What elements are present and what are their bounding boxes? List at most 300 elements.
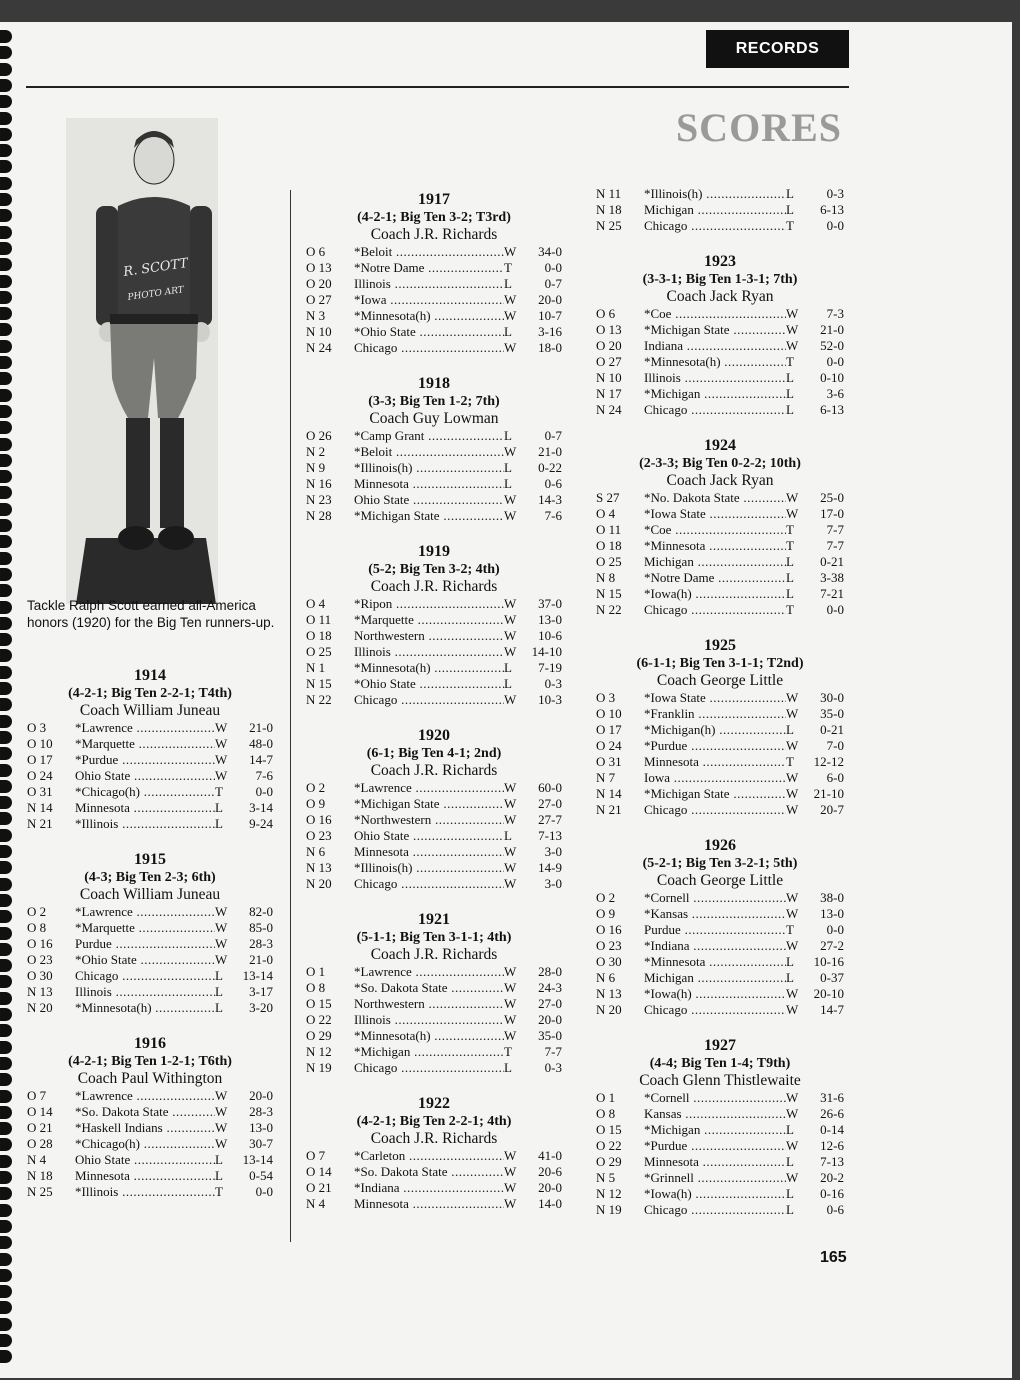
- game-row: [27, 952, 273, 968]
- game-score: 14-9: [538, 860, 562, 875]
- game-score: 27-0: [538, 796, 562, 811]
- season-year: 1920: [418, 727, 450, 744]
- game-date: O 29: [306, 1028, 332, 1043]
- game-opponent: *Illinois .....: [75, 1184, 215, 1200]
- game-date: O 8: [306, 980, 326, 995]
- game-score: 7-7: [826, 538, 844, 553]
- game-row: [306, 260, 562, 276]
- game-result: L: [786, 1122, 794, 1137]
- game-row: [306, 492, 562, 508]
- game-row: [306, 460, 562, 476]
- game-row: [596, 738, 844, 754]
- game-score: 0-37: [820, 970, 844, 985]
- game-date: O 23: [27, 952, 53, 967]
- binder-ring: [0, 633, 12, 646]
- game-score: 0-21: [820, 722, 844, 737]
- binder-ring: [0, 715, 12, 728]
- game-score: 14-0: [538, 1196, 562, 1211]
- game-date: O 8: [596, 1106, 616, 1121]
- game-date: O 13: [306, 260, 332, 275]
- game-score: 28-3: [249, 1104, 273, 1119]
- game-opponent: *Lawrence .....: [75, 904, 215, 920]
- game-opponent: *Ohio State .....: [354, 324, 504, 340]
- game-opponent: *Michigan .....: [644, 386, 786, 402]
- game-opponent: *Illinois(h) .....: [354, 860, 504, 876]
- game-result: W: [786, 322, 799, 337]
- binder-ring: [0, 1253, 12, 1266]
- game-result: L: [504, 460, 512, 475]
- game-row: [596, 770, 844, 786]
- game-row: [596, 538, 844, 554]
- game-opponent: Chicago .....: [644, 1202, 786, 1218]
- game-row: [596, 402, 844, 418]
- binder-ring: [0, 30, 12, 43]
- game-date: O 30: [596, 954, 622, 969]
- game-score: 20-7: [820, 802, 844, 817]
- binder-ring: [0, 552, 12, 565]
- game-score: 38-0: [820, 890, 844, 905]
- binder-ring: [0, 340, 12, 353]
- game-opponent: Michigan .....: [644, 970, 786, 986]
- season-record: (4-3; Big Ten 2-3; 6th): [84, 870, 216, 885]
- game-score: 35-0: [820, 706, 844, 721]
- season-coach: Coach J.R. Richards: [370, 578, 498, 595]
- game-row: [306, 324, 562, 340]
- game-date: N 5: [596, 1170, 616, 1185]
- game-row: [27, 720, 273, 736]
- game-row: [306, 780, 562, 796]
- game-row: [306, 292, 562, 308]
- game-opponent: Northwestern .....: [354, 628, 504, 644]
- game-opponent: Illinois .....: [354, 1012, 504, 1028]
- game-result: W: [504, 964, 517, 979]
- game-date: N 24: [306, 340, 332, 355]
- game-score: 13-0: [249, 1120, 273, 1135]
- season-coach: Coach William Juneau: [79, 702, 221, 719]
- binder-ring: [0, 1171, 12, 1184]
- game-opponent: Chicago .....: [644, 218, 786, 234]
- game-row: [596, 586, 844, 602]
- season-block: [306, 910, 562, 1076]
- game-score: 26-6: [820, 1106, 844, 1121]
- season-block: [27, 850, 273, 1016]
- game-date: N 20: [306, 876, 332, 891]
- season-block: [596, 436, 844, 618]
- binder-ring: [0, 959, 12, 972]
- game-date: N 20: [27, 1000, 53, 1015]
- game-date: N 1: [306, 660, 326, 675]
- game-date: O 26: [306, 428, 332, 443]
- game-result: L: [786, 554, 794, 569]
- game-opponent: *Ohio State .....: [75, 952, 215, 968]
- game-opponent: *Iowa(h) .....: [644, 1186, 786, 1202]
- game-date: O 17: [596, 722, 622, 737]
- game-score: 0-7: [544, 276, 562, 291]
- binder-ring: [0, 780, 12, 793]
- game-opponent: *Illinois(h) .....: [644, 186, 786, 202]
- game-score: 0-0: [826, 354, 844, 369]
- game-result: W: [215, 752, 228, 767]
- game-result: W: [504, 812, 517, 827]
- game-opponent: *Minnesota .....: [644, 538, 786, 554]
- game-opponent: *Iowa State .....: [644, 506, 786, 522]
- binder-ring: [0, 258, 12, 271]
- season-year: 1926: [704, 837, 736, 854]
- binder-ring: [0, 796, 12, 809]
- game-date: N 12: [596, 1186, 622, 1201]
- game-result: W: [504, 244, 517, 259]
- game-opponent: Chicago .....: [75, 968, 215, 984]
- game-result: L: [786, 954, 794, 969]
- binder-ring: [0, 698, 12, 711]
- game-row: [596, 1122, 844, 1138]
- game-result: L: [786, 570, 794, 585]
- game-score: 12-6: [820, 1138, 844, 1153]
- game-date: N 24: [596, 402, 622, 417]
- game-row: [596, 986, 844, 1002]
- binder-ring: [0, 812, 12, 825]
- binder-ring: [0, 1269, 12, 1282]
- game-score: 0-0: [826, 218, 844, 233]
- game-result: W: [504, 508, 517, 523]
- game-result: W: [504, 780, 517, 795]
- game-score: 21-0: [538, 444, 562, 459]
- game-row: [596, 1170, 844, 1186]
- game-date: O 23: [306, 828, 332, 843]
- game-result: W: [504, 796, 517, 811]
- game-score: 9-24: [249, 816, 273, 831]
- season-record: (6-1; Big Ten 4-1; 2nd): [366, 746, 502, 761]
- game-opponent: Minnesota .....: [354, 844, 504, 860]
- game-result: W: [504, 844, 517, 859]
- binder-ring: [0, 1236, 12, 1249]
- binder-ring: [0, 927, 12, 940]
- game-opponent: *Ohio State .....: [354, 676, 504, 692]
- game-date: O 16: [27, 936, 53, 951]
- game-row: [306, 644, 562, 660]
- season-coach: Coach Jack Ryan: [666, 472, 774, 489]
- game-date: O 7: [306, 1148, 326, 1163]
- game-date: O 1: [306, 964, 326, 979]
- season-block: [596, 186, 844, 234]
- game-date: N 28: [306, 508, 332, 523]
- spiral-binding: [0, 22, 14, 1378]
- player-photo: [66, 118, 218, 604]
- game-result: W: [504, 1148, 517, 1163]
- game-opponent: *Illinois .....: [75, 816, 215, 832]
- game-date: N 14: [27, 800, 53, 815]
- game-score: 48-0: [249, 736, 273, 751]
- binder-ring: [0, 1090, 12, 1103]
- binder-ring: [0, 649, 12, 662]
- game-score: 0-3: [544, 676, 562, 691]
- game-result: T: [786, 602, 794, 617]
- game-result: W: [215, 1104, 228, 1119]
- game-result: L: [504, 1060, 512, 1075]
- game-opponent: *Purdue .....: [644, 738, 786, 754]
- game-row: [596, 1002, 844, 1018]
- game-opponent: Northwestern .....: [354, 996, 504, 1012]
- scores-column-2: [306, 190, 562, 1230]
- game-score: 0-0: [255, 1184, 273, 1199]
- game-opponent: Ohio State .....: [75, 1152, 215, 1168]
- game-result: W: [786, 1090, 799, 1105]
- game-opponent: Kansas .....: [644, 1106, 786, 1122]
- game-score: 3-38: [820, 570, 844, 585]
- game-date: O 13: [596, 322, 622, 337]
- game-row: [596, 218, 844, 234]
- game-row: [596, 1138, 844, 1154]
- game-opponent: Minnesota .....: [75, 1168, 215, 1184]
- season-coach: Coach J.R. Richards: [370, 946, 498, 963]
- game-result: W: [504, 628, 517, 643]
- season-record: (4-2-1; Big Ten 2-2-1; T4th): [68, 686, 232, 701]
- game-date: O 25: [306, 644, 332, 659]
- page-number: 165: [820, 1249, 847, 1266]
- game-opponent: Illinois .....: [75, 984, 215, 1000]
- binder-ring: [0, 405, 12, 418]
- game-opponent: Indiana .....: [644, 338, 786, 354]
- binder-ring: [0, 1301, 12, 1314]
- game-result: T: [215, 784, 223, 799]
- game-opponent: Chicago .....: [644, 602, 786, 618]
- binder-ring: [0, 193, 12, 206]
- game-row: [27, 736, 273, 752]
- season-block: [306, 190, 562, 356]
- game-opponent: Illinois .....: [644, 370, 786, 386]
- game-score: 21-0: [249, 952, 273, 967]
- game-result: W: [786, 786, 799, 801]
- game-opponent: *Michigan .....: [354, 1044, 504, 1060]
- scores-column-3: [596, 186, 844, 1236]
- game-result: L: [215, 800, 223, 815]
- game-opponent: *Beloit .....: [354, 244, 504, 260]
- game-score: 10-3: [538, 692, 562, 707]
- game-date: O 29: [596, 1154, 622, 1169]
- season-coach: Coach George Little: [656, 872, 784, 889]
- season-year: 1923: [704, 253, 736, 270]
- game-date: O 24: [596, 738, 622, 753]
- season-year: 1916: [134, 1035, 166, 1052]
- game-row: [596, 1106, 844, 1122]
- game-row: [306, 1012, 562, 1028]
- game-result: L: [504, 324, 512, 339]
- game-score: 17-0: [820, 506, 844, 521]
- season-coach: Coach Guy Lowman: [369, 410, 499, 427]
- game-score: 0-7: [544, 428, 562, 443]
- game-opponent: *Cornell .....: [644, 890, 786, 906]
- game-score: 25-0: [820, 490, 844, 505]
- game-score: 14-3: [538, 492, 562, 507]
- season-year: 1921: [418, 911, 450, 928]
- game-date: N 19: [596, 1202, 622, 1217]
- binder-ring: [0, 372, 12, 385]
- game-opponent: *Minnesota(h) .....: [354, 660, 504, 676]
- game-date: O 9: [306, 796, 326, 811]
- game-score: 27-7: [538, 812, 562, 827]
- game-row: [306, 276, 562, 292]
- game-opponent: *Cornell .....: [644, 1090, 786, 1106]
- game-date: O 22: [596, 1138, 622, 1153]
- game-result: L: [504, 276, 512, 291]
- game-result: T: [215, 1184, 223, 1199]
- game-opponent: *Lawrence .....: [354, 780, 504, 796]
- season-year: 1918: [418, 375, 450, 392]
- game-row: [306, 844, 562, 860]
- player-figure: [66, 118, 218, 604]
- jersey-text: R. SCOTT: [122, 256, 190, 280]
- season-record: (3-3; Big Ten 1-2; 7th): [368, 394, 500, 409]
- game-result: W: [504, 876, 517, 891]
- season-coach: Coach J.R. Richards: [370, 762, 498, 779]
- game-result: L: [504, 660, 512, 675]
- game-row: [306, 1028, 562, 1044]
- game-opponent: *Franklin .....: [644, 706, 786, 722]
- game-row: [596, 202, 844, 218]
- game-score: 13-14: [242, 1152, 273, 1167]
- game-row: [596, 1154, 844, 1170]
- game-row: [27, 968, 273, 984]
- season-year: 1917: [418, 191, 450, 208]
- game-opponent: *Northwestern .....: [354, 812, 504, 828]
- binder-ring: [0, 291, 12, 304]
- header-rule: [26, 86, 849, 88]
- game-date: N 4: [306, 1196, 326, 1211]
- binder-ring: [0, 1057, 12, 1070]
- game-opponent: Chicago .....: [354, 876, 504, 892]
- season-block: [596, 636, 844, 818]
- game-result: W: [786, 986, 799, 1001]
- game-date: O 15: [596, 1122, 622, 1137]
- game-date: O 25: [596, 554, 622, 569]
- game-date: O 22: [306, 1012, 332, 1027]
- game-opponent: *Iowa(h) .....: [644, 986, 786, 1002]
- game-date: O 4: [306, 596, 326, 611]
- game-result: W: [786, 690, 799, 705]
- binder-ring: [0, 438, 12, 451]
- game-row: [306, 596, 562, 612]
- page-title: SCORES: [675, 105, 842, 150]
- game-opponent: Chicago .....: [644, 402, 786, 418]
- game-row: [27, 1088, 273, 1104]
- season-record: (4-2-1; Big Ten 3-2; T3rd): [357, 210, 511, 225]
- game-date: N 21: [596, 802, 622, 817]
- game-date: N 9: [306, 460, 326, 475]
- season-year: 1915: [134, 851, 166, 868]
- game-score: 7-6: [255, 768, 273, 783]
- game-score: 3-0: [544, 876, 562, 891]
- game-score: 3-17: [249, 984, 273, 999]
- game-date: O 2: [596, 890, 616, 905]
- binder-ring: [0, 1318, 12, 1331]
- game-opponent: Illinois .....: [354, 276, 504, 292]
- game-opponent: *Indiana .....: [354, 1180, 504, 1196]
- game-date: N 14: [596, 786, 622, 801]
- game-score: 60-0: [538, 780, 562, 795]
- game-row: [596, 354, 844, 370]
- game-date: O 31: [596, 754, 622, 769]
- game-score: 20-10: [813, 986, 844, 1001]
- game-date: N 11: [596, 186, 622, 201]
- column-divider: [290, 190, 291, 1242]
- game-score: 3-0: [544, 844, 562, 859]
- game-row: [27, 920, 273, 936]
- game-score: 0-0: [544, 260, 562, 275]
- game-row: [27, 1168, 273, 1184]
- binder-ring: [0, 601, 12, 614]
- game-date: O 18: [306, 628, 332, 643]
- game-opponent: *So. Dakota State .....: [75, 1104, 215, 1120]
- game-date: N 13: [27, 984, 53, 999]
- game-score: 20-0: [249, 1088, 273, 1103]
- game-result: L: [786, 402, 794, 417]
- season-coach: Coach George Little: [656, 672, 784, 689]
- game-opponent: Chicago .....: [354, 340, 504, 356]
- game-score: 0-16: [820, 1186, 844, 1201]
- binder-ring: [0, 910, 12, 923]
- game-opponent: *Notre Dame .....: [354, 260, 504, 276]
- season-record: (5-2-1; Big Ten 3-2-1; 5th): [642, 856, 798, 871]
- game-row: [306, 964, 562, 980]
- game-score: 10-7: [538, 308, 562, 323]
- game-row: [306, 612, 562, 628]
- game-score: 6-13: [820, 402, 844, 417]
- game-opponent: *Michigan State .....: [354, 508, 504, 524]
- season-block: [596, 1036, 844, 1218]
- game-score: 14-10: [531, 644, 562, 659]
- game-result: W: [215, 952, 228, 967]
- game-date: N 13: [306, 860, 332, 875]
- game-score: 20-6: [538, 1164, 562, 1179]
- binder-ring: [0, 275, 12, 288]
- game-date: O 6: [596, 306, 616, 321]
- binder-ring: [0, 519, 12, 532]
- season-coach: Coach William Juneau: [79, 886, 221, 903]
- game-opponent: *Kansas .....: [644, 906, 786, 922]
- game-score: 37-0: [538, 596, 562, 611]
- game-score: 20-0: [538, 1012, 562, 1027]
- binder-ring: [0, 943, 12, 956]
- photo-mark: PHOTO ART: [127, 285, 185, 303]
- game-opponent: *Lawrence .....: [75, 720, 215, 736]
- binder-ring: [0, 144, 12, 157]
- game-row: [27, 752, 273, 768]
- game-opponent: *Michigan .....: [644, 1122, 786, 1138]
- game-opponent: *Grinnell .....: [644, 1170, 786, 1186]
- game-opponent: Chicago .....: [644, 1002, 786, 1018]
- game-date: O 10: [27, 736, 53, 751]
- game-opponent: *Minnesota(h) .....: [354, 308, 504, 324]
- game-opponent: *Michigan(h) .....: [644, 722, 786, 738]
- binder-ring: [0, 79, 12, 92]
- game-score: 21-0: [820, 322, 844, 337]
- game-result: W: [786, 890, 799, 905]
- game-date: N 13: [596, 986, 622, 1001]
- game-score: 6-13: [820, 202, 844, 217]
- game-date: N 17: [596, 386, 622, 401]
- season-coach: Coach Glenn Thistlewaite: [639, 1072, 801, 1089]
- game-date: N 18: [596, 202, 622, 217]
- game-date: O 31: [27, 784, 53, 799]
- game-date: O 27: [306, 292, 332, 307]
- binder-ring: [0, 617, 12, 630]
- binder-ring: [0, 1024, 12, 1037]
- game-date: N 15: [596, 586, 622, 601]
- binder-ring: [0, 1106, 12, 1119]
- game-result: W: [215, 936, 228, 951]
- game-result: T: [504, 260, 512, 275]
- game-opponent: Minnesota .....: [75, 800, 215, 816]
